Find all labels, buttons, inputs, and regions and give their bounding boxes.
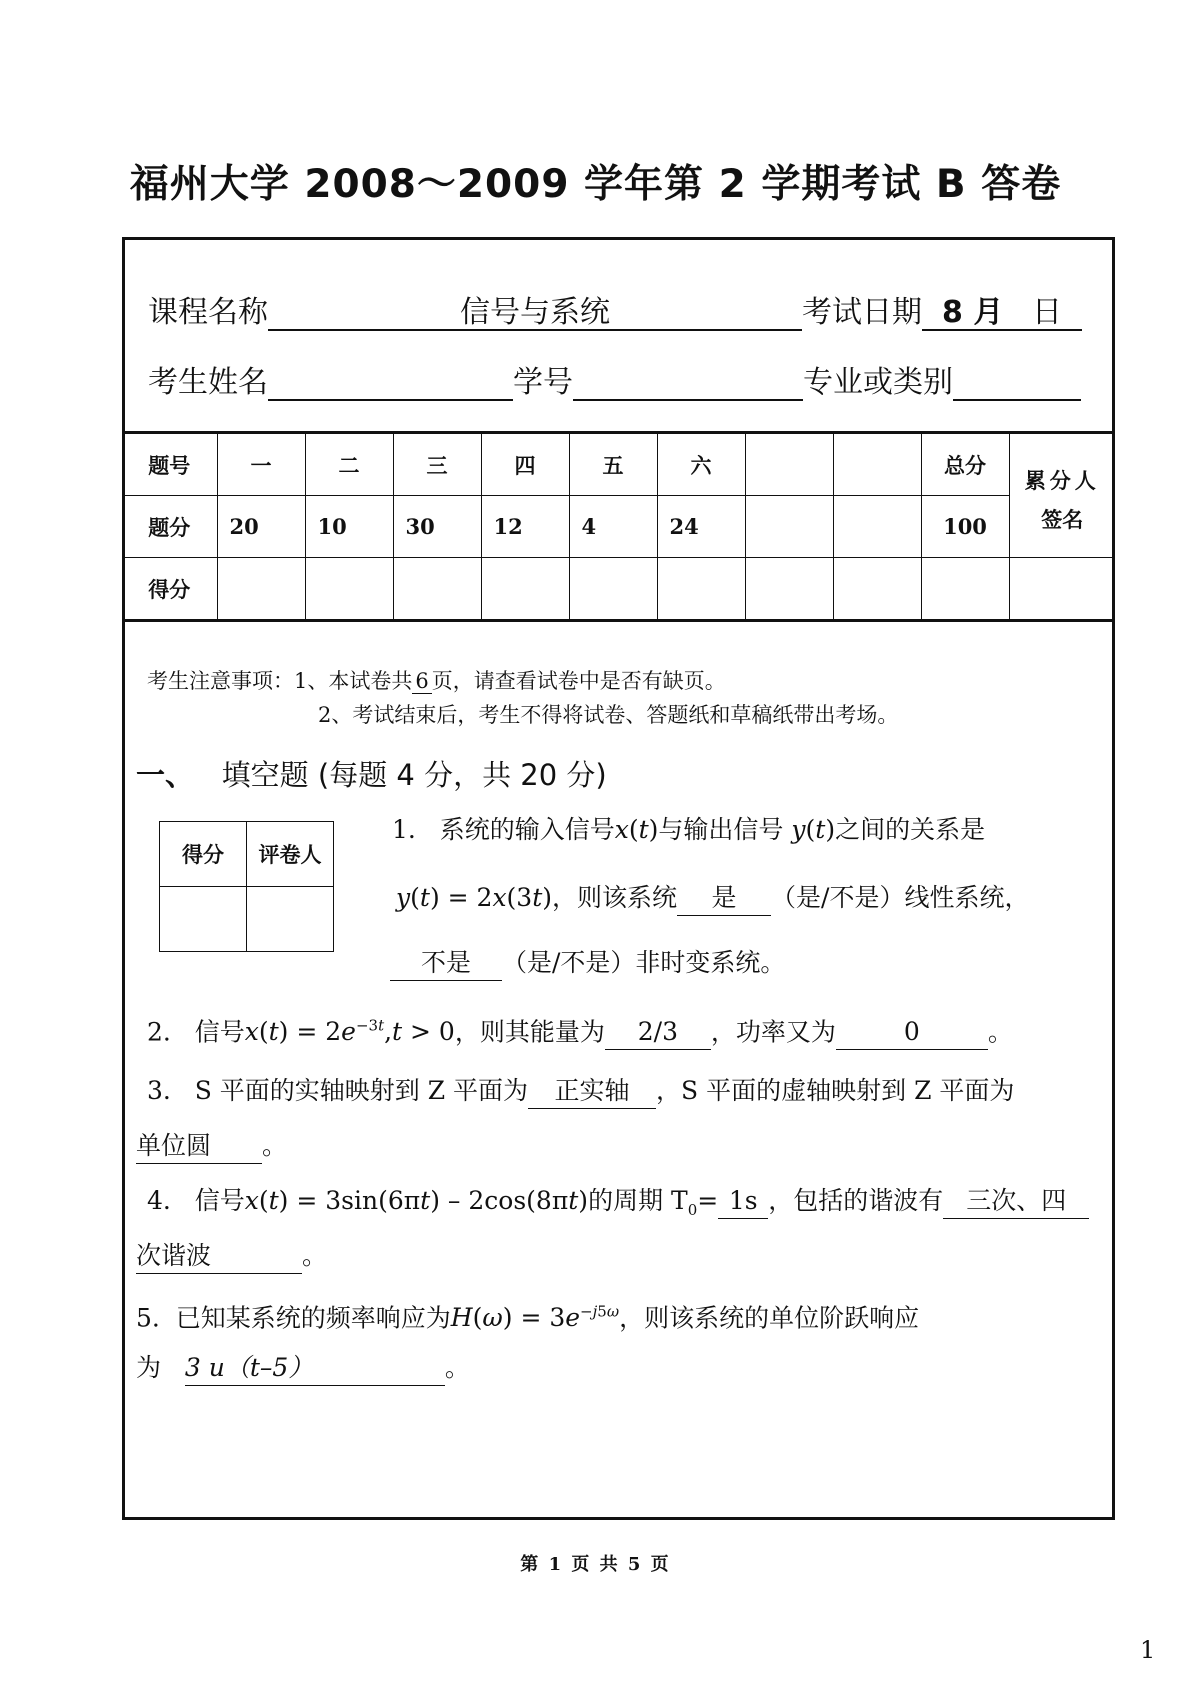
q3-answer-1: 正实轴: [528, 1074, 656, 1109]
earned-7[interactable]: [745, 558, 833, 621]
question-8: [833, 433, 921, 496]
section-number: 一、: [136, 758, 195, 792]
q1-line-3: [390, 945, 785, 981]
q1-answer-1: 是: [677, 881, 771, 916]
q1-line3-tail: （是/不是）非时变系统。: [502, 948, 786, 977]
day-label: 日: [1031, 295, 1062, 330]
q3-line-1: [147, 1073, 1014, 1109]
score-table: [122, 431, 1115, 622]
points-5: 4: [569, 496, 657, 558]
points-7: [745, 496, 833, 558]
question-3: 三: [393, 433, 481, 496]
notes-item1-suffix: 页，请查看试卷中是否有缺页。: [431, 669, 726, 693]
question-row: [122, 433, 1115, 496]
date-field[interactable]: [922, 293, 1082, 331]
q2-text-c: ，功率又为: [710, 1017, 836, 1047]
signer-label-1: 累分人: [1024, 468, 1100, 493]
q4-answer-2-line-2: 次谐波: [136, 1239, 302, 1274]
q4-text-c: ，包括的谐波有: [768, 1186, 944, 1215]
q4-formula: x(t) = 3sin(6πt) – 2cos(8πt): [244, 1186, 589, 1215]
points-3: 30: [393, 496, 481, 558]
q1-line-1: 1. 系统的输入信号x(t)与输出信号 y(t)之间的关系是: [392, 815, 986, 844]
notes-item1-prefix: 1、本试卷共: [294, 669, 413, 693]
earned-row: [122, 558, 1115, 621]
q4-answer-1: 1s: [718, 1184, 768, 1219]
grader-score-cell[interactable]: [160, 887, 247, 952]
q4-answer-2-line-1: 三次、四: [943, 1184, 1089, 1219]
q4-text-b-sub: 0: [687, 1201, 698, 1219]
question-6: 六: [657, 433, 745, 496]
name-label: 考生姓名: [148, 365, 268, 400]
q1-line-2: [396, 880, 1029, 916]
student-line: [148, 363, 1081, 403]
earned-total[interactable]: [921, 558, 1009, 621]
course-field[interactable]: [268, 293, 802, 331]
q4-line-1: [147, 1183, 1089, 1228]
q3-text-a: S 平面的实轴映射到 Z 平面为: [194, 1076, 529, 1105]
name-field[interactable]: [268, 363, 513, 401]
q1-input-formula: x: [614, 815, 629, 844]
grader-score-label: 得分: [160, 822, 247, 887]
page-number: 1: [1140, 1636, 1156, 1664]
date-label: 考试日期: [802, 295, 922, 330]
notes-line-2: 2、考试结束后，考生不得将试卷、答题纸和草稿纸带出考场。: [318, 703, 899, 727]
q4-text-a: 信号: [194, 1186, 245, 1215]
q5-line-2: [136, 1350, 470, 1386]
grader-table: [159, 821, 334, 952]
notes-label: 考生注意事项：: [147, 669, 294, 693]
section-heading: [136, 753, 607, 794]
question-5: 五: [569, 433, 657, 496]
points-8: [833, 496, 921, 558]
row-label-earned: 得分: [122, 558, 217, 621]
major-label: 专业或类别: [803, 365, 953, 400]
grader-label: 评卷人: [247, 822, 334, 887]
q5-text-d: 。: [444, 1353, 470, 1382]
notes-item1-pages: 6: [412, 669, 431, 694]
signer-label-2: 签名: [1041, 507, 1084, 532]
q1-line2-tail: （是/不是）线性系统，: [771, 883, 1030, 912]
q4-line-2: [136, 1238, 327, 1274]
q2-answer-1: 2/3: [605, 1015, 711, 1050]
q1-line2-text: ，则该系统: [552, 883, 678, 912]
q3-text-b: ，S 平面的虚轴映射到 Z 平面为: [656, 1076, 1015, 1105]
date-value: 8 月: [942, 295, 1004, 330]
q4-text-d: 。: [302, 1241, 328, 1270]
earned-3[interactable]: [393, 558, 481, 621]
total-value: 100: [921, 496, 1009, 558]
total-label: 总分: [921, 433, 1009, 496]
earned-2[interactable]: [305, 558, 393, 621]
q2-text-a: 信号: [194, 1017, 245, 1047]
q3-text-c: 。: [262, 1131, 288, 1160]
course-line: [148, 293, 1082, 333]
q5-line-1: [136, 1294, 919, 1336]
id-field[interactable]: [573, 363, 803, 401]
q1-output-formula: y: [791, 815, 806, 844]
course-value: 信号与系统: [460, 295, 610, 330]
earned-signer[interactable]: [1009, 558, 1115, 621]
q3-number: 3.: [147, 1076, 171, 1105]
q3-answer-2: 单位圆: [136, 1129, 262, 1164]
q5-text-c: 为: [136, 1353, 162, 1382]
points-4: 12: [481, 496, 569, 558]
points-6: 24: [657, 496, 745, 558]
section-title: 填空题 (每题 4 分，共 20 分): [221, 758, 607, 792]
q2-number: 2.: [147, 1017, 171, 1047]
q4-text-b2: =: [697, 1186, 719, 1215]
points-2: 10: [305, 496, 393, 558]
question-7: [745, 433, 833, 496]
row-label-question: 题号: [122, 433, 217, 496]
earned-6[interactable]: [657, 558, 745, 621]
points-row: [122, 496, 1115, 558]
earned-4[interactable]: [481, 558, 569, 621]
q2-text-d: 。: [987, 1017, 1013, 1047]
id-label: 学号: [513, 365, 573, 400]
grader-sign-cell[interactable]: [247, 887, 334, 952]
question-1: 一: [217, 433, 305, 496]
q1-text-b: 与输出信号: [658, 815, 784, 844]
q1-text-c: 之间的关系是: [835, 815, 986, 844]
q3-line-2: [136, 1128, 287, 1164]
question-4: 四: [481, 433, 569, 496]
course-label: 课程名称: [148, 295, 268, 330]
q1-answer-2: 不是: [390, 946, 502, 981]
question-2: 二: [305, 433, 393, 496]
q2-answer-2: 0: [836, 1015, 988, 1050]
earned-1[interactable]: [217, 558, 305, 621]
q4-number: 4.: [147, 1186, 171, 1215]
q1-text-a: 系统的输入信号: [439, 815, 615, 844]
q5-answer: 3 u（t–5）: [185, 1351, 445, 1386]
q1-relation-formula: y(t) = 2x(3t): [396, 883, 553, 912]
q5-number: 5.: [136, 1303, 160, 1333]
major-field[interactable]: [953, 363, 1081, 401]
signer-cell: [1009, 433, 1115, 558]
q5-text-b: ，则该系统的单位阶跃响应: [619, 1303, 920, 1333]
earned-5[interactable]: [569, 558, 657, 621]
exam-title: 福州大学 2008～2009 学年第 2 学期考试 B 答卷: [129, 162, 1062, 207]
q2-formula: $x(t) = 2e^{-3t},t > 0$: [244, 1017, 455, 1047]
notes-line-1: [147, 664, 726, 698]
points-1: 20: [217, 496, 305, 558]
q2-text-b: ，则其能量为: [454, 1017, 605, 1047]
page-footer: 第 1 页 共 5 页: [520, 1554, 671, 1575]
q2-line: [147, 1008, 1013, 1050]
q5-text-a: 已知某系统的频率响应为: [175, 1303, 451, 1333]
q4-text-b: 的周期 T: [588, 1186, 688, 1215]
q5-formula: $H(\omega) = 3e^{-j5\omega}$: [450, 1303, 620, 1333]
q1-number: 1.: [392, 815, 416, 844]
row-label-points: 题分: [122, 496, 217, 558]
earned-8[interactable]: [833, 558, 921, 621]
